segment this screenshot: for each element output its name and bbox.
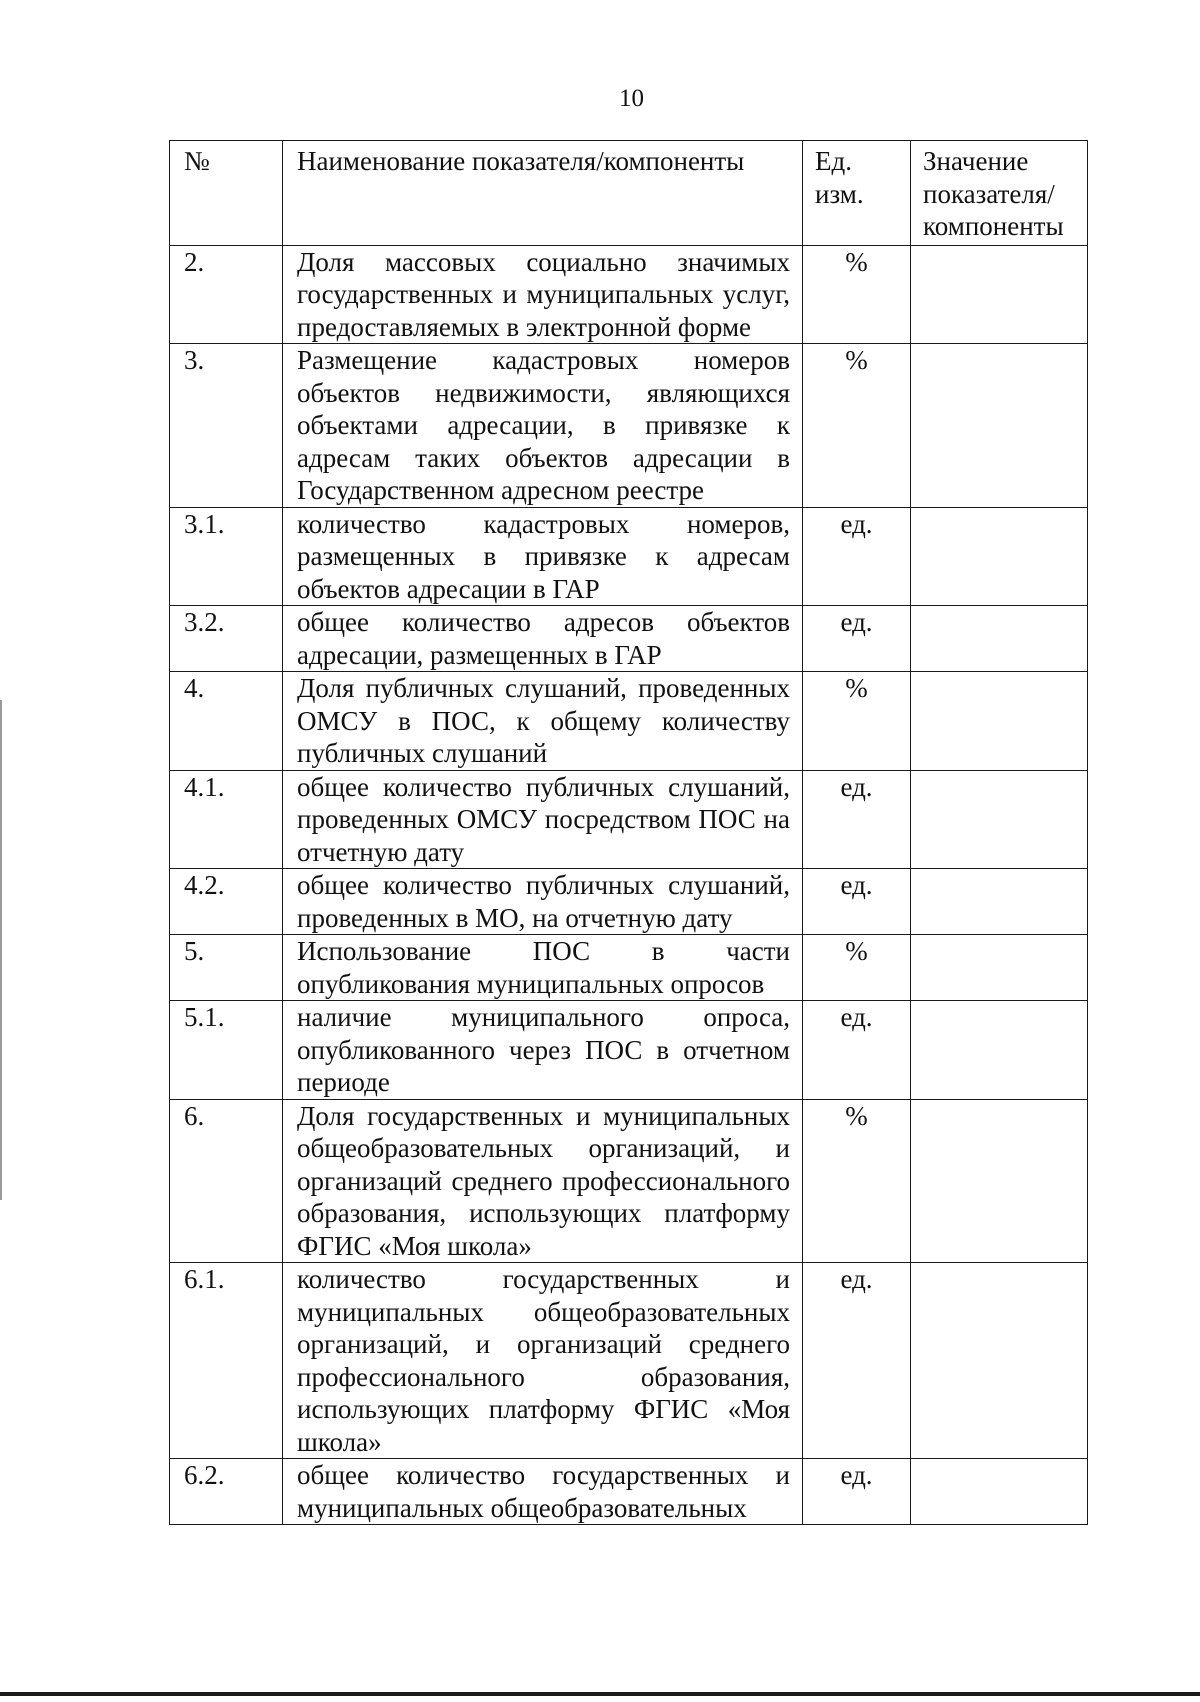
row-name: Доля публичных слушаний, проведенных ОМСУ в ПОС, к общему количеству публичных слушаний [283, 672, 803, 771]
row-unit: ед. [803, 507, 911, 606]
table-row [170, 935, 1088, 1001]
row-unit: % [803, 245, 911, 344]
row-name: Доля массовых социально значимых государственных и муниципальных услуг, предоставляемых в электронной форме [283, 245, 803, 344]
scan-edge [0, 700, 2, 1200]
row-name: наличие муниципального опроса, опубликованного через ПОС в отчетном периоде [283, 1001, 803, 1100]
row-num: 6.2. [170, 1459, 283, 1525]
row-name: Размещение кадастровых номеров объектов недвижимости, являющихся объектами адресации, в привязке к адресам таких объектов адресации в Государственном адресном реестре [283, 344, 803, 508]
row-value [911, 1001, 1088, 1100]
header-name: Наименование показателя/компоненты [283, 141, 803, 246]
row-num: 4.1. [170, 770, 283, 869]
row-unit: ед. [803, 869, 911, 935]
table-row [170, 1001, 1088, 1100]
row-num: 3.1. [170, 507, 283, 606]
row-unit: ед. [803, 1001, 911, 1100]
row-name: общее количество адресов объектов адресации, размещенных в ГАР [283, 606, 803, 672]
row-value [911, 1263, 1088, 1459]
table-row [170, 344, 1088, 508]
row-value [911, 1459, 1088, 1525]
row-num: 5. [170, 935, 283, 1001]
row-name: общее количество публичных слушаний, проведенных ОМСУ посредством ПОС на отчетную дату [283, 770, 803, 869]
table-row [170, 672, 1088, 771]
row-name: общее количество публичных слушаний, проведенных в МО, на отчетную дату [283, 869, 803, 935]
table-row [170, 1263, 1088, 1459]
row-value [911, 606, 1088, 672]
row-unit: ед. [803, 606, 911, 672]
row-unit: ед. [803, 770, 911, 869]
row-unit: % [803, 935, 911, 1001]
row-num: 4. [170, 672, 283, 771]
row-value [911, 935, 1088, 1001]
table-row [170, 1099, 1088, 1263]
row-num: 5.1. [170, 1001, 283, 1100]
page-number: 10 [619, 85, 644, 112]
table-row [170, 606, 1088, 672]
table-row [170, 507, 1088, 606]
row-name: количество государственных и муниципальных общеобразовательных организаций, и организаций среднего профессионального образования, использующих платформу ФГИС «Моя школа» [283, 1263, 803, 1459]
row-unit: % [803, 1099, 911, 1263]
table-row [170, 869, 1088, 935]
row-unit: % [803, 344, 911, 508]
indicators-table [169, 140, 1088, 1525]
header-num: № [170, 141, 283, 246]
row-num: 6.1. [170, 1263, 283, 1459]
row-num: 6. [170, 1099, 283, 1263]
row-value [911, 245, 1088, 344]
table-row [170, 770, 1088, 869]
row-value [911, 507, 1088, 606]
row-num: 2. [170, 245, 283, 344]
row-value [911, 869, 1088, 935]
row-num: 4.2. [170, 869, 283, 935]
table-header-row [170, 141, 1088, 246]
bottom-rule [0, 1692, 1200, 1696]
row-name: Использование ПОС в части опубликования муниципальных опросов [283, 935, 803, 1001]
table-row [170, 245, 1088, 344]
row-value [911, 770, 1088, 869]
row-unit: ед. [803, 1263, 911, 1459]
row-value [911, 344, 1088, 508]
row-num: 3. [170, 344, 283, 508]
header-unit: Ед. изм. [803, 141, 911, 246]
header-value: Значение показателя/ компоненты [911, 141, 1088, 246]
table-row [170, 1459, 1088, 1525]
row-name: Доля государственных и муниципальных общеобразовательных организаций, и организаций среднего профессионального образования, использующих платформу ФГИС «Моя школа» [283, 1099, 803, 1263]
row-unit: % [803, 672, 911, 771]
row-num: 3.2. [170, 606, 283, 672]
row-value [911, 672, 1088, 771]
row-name: общее количество государственных и муниципальных общеобразовательных [283, 1459, 803, 1525]
row-name: количество кадастровых номеров, размещенных в привязке к адресам объектов адресации в ГАР [283, 507, 803, 606]
row-unit: ед. [803, 1459, 911, 1525]
row-value [911, 1099, 1088, 1263]
